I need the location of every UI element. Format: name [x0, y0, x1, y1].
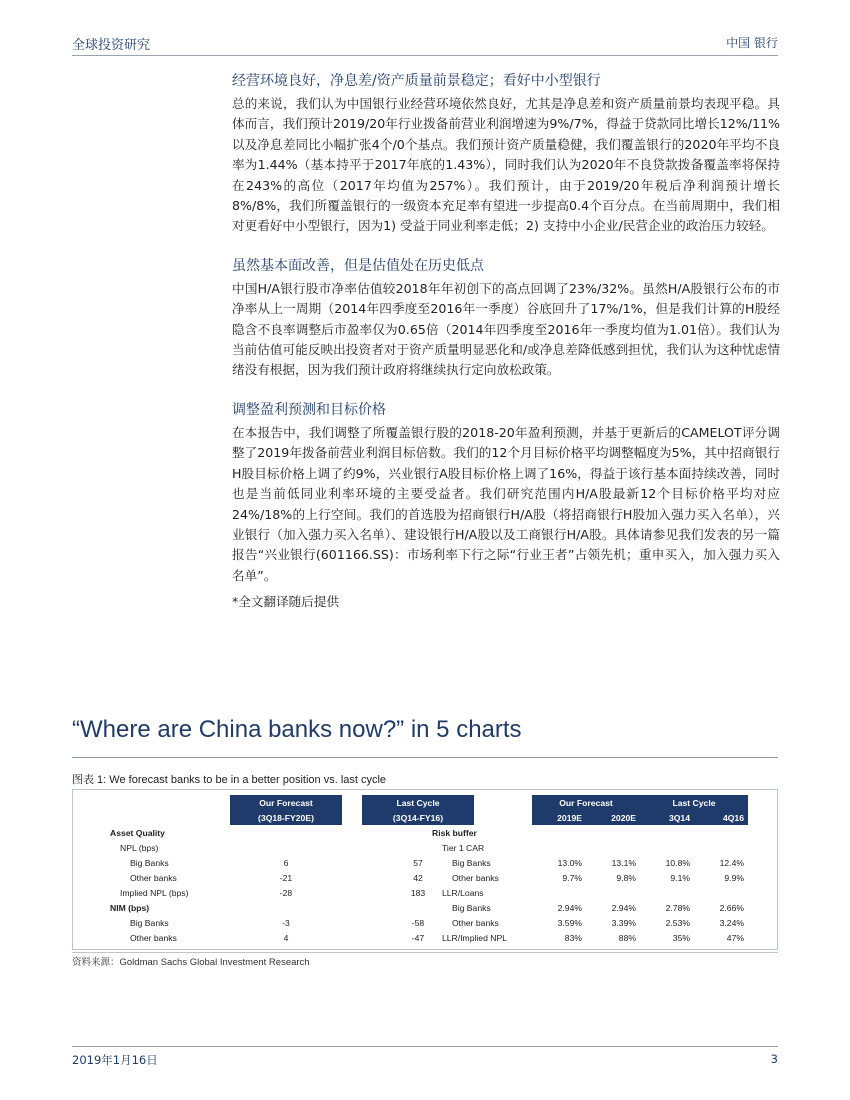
report-brand: 全球投资研究	[72, 38, 151, 53]
table-cell: 13.1%	[611, 857, 636, 868]
table-header: Our Forecast	[230, 795, 342, 810]
section-title: 经营环境良好，净息差/资产质量前景稳定；看好中小型银行	[232, 73, 601, 89]
row-label: Big Banks	[452, 857, 491, 868]
table-cell: 13.0%	[557, 857, 582, 868]
footer-divider	[72, 1046, 778, 1047]
table-cell: -58	[411, 917, 425, 928]
section-operating-environment	[232, 70, 780, 237]
row-label: Tier 1 CAR	[442, 842, 485, 853]
table-cell: 2.78%	[665, 902, 690, 913]
table-cell: 2.94%	[557, 902, 582, 913]
row-label: Big Banks	[452, 902, 491, 913]
row-label: Other banks	[130, 932, 177, 943]
table-header: 4Q16	[694, 810, 748, 825]
row-label: Other banks	[452, 872, 499, 883]
row-label: Risk buffer	[432, 827, 477, 838]
table-cell: 57	[413, 857, 423, 868]
report-body	[232, 70, 780, 612]
header-divider	[72, 55, 778, 56]
translation-note: *全文翻译随后提供	[232, 594, 340, 610]
row-label: Other banks	[130, 872, 177, 883]
row-label: Implied NPL (bps)	[120, 887, 189, 898]
section-paragraph: 在本报告中，我们调整了所覆盖银行股的2018-20年盈利预测，并基于更新后的CAMELOT评分调整了2019年拨备前营业利润目标倍数。我们的12个月目标价格平均调整幅度为5%，其中招商银行H股目标价格上调了约9%，兴业银行A股目标价格上调了16%，得益于该行基本面持续改善，同时也是当前低同业利率环境的主要受益者。我们研究范围内H/A股最新12个目标价格平均对应24%/18%的上行空间。我们的首选股为招商银行H/A股（将招商银行H股加入强力买入名单），兴业银行（加入强力买入名单）、建设银行H/A股以及工商银行H/A股。具体请参见我们发表的另一篇报告“兴业银行(601166.SS)：市场利率下行之际“行业王者”占领先机；重申买入，加入强力买入名单”。	[232, 424, 780, 583]
report-sector: 中国 银行	[726, 36, 778, 50]
asset-quality-table	[110, 795, 474, 945]
figure-bottom-divider	[72, 952, 778, 953]
table-header: Our Forecast	[532, 795, 640, 810]
section-title: 虽然基本面改善，但是估值处在历史低点	[232, 257, 484, 274]
table-cell: 9.8%	[616, 872, 636, 883]
row-label: NPL (bps)	[120, 842, 159, 853]
table-cell: 9.7%	[562, 872, 582, 883]
risk-buffer-table	[432, 795, 748, 945]
table-cell: 88%	[618, 932, 636, 943]
row-label: Big Banks	[130, 917, 169, 928]
section-earnings-revision	[232, 399, 780, 586]
table-cell: 42	[413, 872, 423, 883]
table-cell: -3	[282, 917, 290, 928]
table-cell: 3.24%	[719, 917, 744, 928]
table-cell: 2.53%	[665, 917, 690, 928]
table-cell: -21	[279, 872, 293, 883]
table-cell: -47	[411, 932, 425, 943]
table-header: Last Cycle	[362, 795, 474, 810]
table-header: 2020E	[586, 810, 640, 825]
table-cell: 3.39%	[611, 917, 636, 928]
row-label: LLR/Loans	[442, 887, 484, 898]
figure-caption: 图表 1: We forecast banks to be in a better position vs. last cycle	[72, 774, 387, 786]
row-label: Big Banks	[130, 857, 169, 868]
table-cell: 83%	[564, 932, 582, 943]
table-cell: -28	[279, 887, 293, 898]
table-header: (3Q18-FY20E)	[230, 810, 342, 825]
section-valuation	[232, 255, 780, 381]
section-paragraph: 中国H/A银行股市净率估值较2018年年初创下的高点回调了23%/32%。虽然H/A股银行公布的市净率从上一周期（2014年四季度至2016年一季度）谷底回升了17%/1%，但是我们计算的H股经隐含不良率调整后市盈率仅为0.65倍（2014年四季度至2016年一季度均值为1.01倍）。我们认为当前估值可能反映出投资者对于资产质量明显恶化和/或净息差降低感到担忧，我们认为这种忧虑情绪没有根据，因为我们预计政府将继续执行定向放松政策。	[232, 280, 780, 378]
table-cell: 183	[410, 887, 426, 898]
table-cell: 9.9%	[724, 872, 744, 883]
row-label: Other banks	[452, 917, 499, 928]
table-header: Last Cycle	[640, 795, 748, 810]
table-cell: 35%	[672, 932, 690, 943]
section-paragraph: 总的来说，我们认为中国银行业经营环境依然良好，尤其是净息差和资产质量前景均表现平稳。具体而言，我们预计2019/20年行业拨备前营业利润增速为9%/7%，得益于贷款同比增长12%/11%以及净息差同比小幅扩张4个/0个基点。我们预计资产质量稳健，我们覆盖银行的2020年平均不良率为1.44%（基本持平于2017年底的1.43%），同时我们认为2020年不良贷款拨备覆盖率将保持在243%的高位（2017年均值为257%）。我们预计，由于2019/20年税后净利润预计增长8%/8%，我们所覆盖银行的一级资本充足率有望进一步提高0.4个百分点。在当前周期中，我们相对更看好中小型银行，因为1) 受益于同业利率走低；2) 支持中小企业/民营企业的政治压力较轻。	[232, 96, 780, 234]
charts-heading-divider	[72, 757, 778, 758]
charts-heading: “Where are China banks now?” in 5 charts	[72, 716, 522, 743]
table-cell: 12.4%	[719, 857, 744, 868]
table-cell: 10.8%	[665, 857, 690, 868]
table-cell: 2.66%	[719, 902, 744, 913]
table-cell: 9.1%	[670, 872, 690, 883]
table-header: 2019E	[532, 810, 586, 825]
table-cell: 4	[283, 932, 289, 943]
table-header: (3Q14-FY16)	[362, 810, 474, 825]
table-cell: 3.59%	[557, 917, 582, 928]
row-label: Asset Quality	[110, 827, 165, 838]
table-cell: 47%	[726, 932, 744, 943]
row-label: NIM (bps)	[110, 902, 150, 913]
section-title: 调整盈利预测和目标价格	[232, 401, 386, 418]
table-cell: 2.94%	[611, 902, 636, 913]
page-number: 3	[770, 1052, 778, 1066]
row-label: LLR/Implied NPL	[442, 932, 507, 943]
report-date: 2019年1月16日	[72, 1053, 158, 1067]
table-header: 3Q14	[640, 810, 694, 825]
table-cell: 6	[283, 857, 289, 868]
figure-source: 资料来源：Goldman Sachs Global Investment Research	[72, 957, 310, 968]
